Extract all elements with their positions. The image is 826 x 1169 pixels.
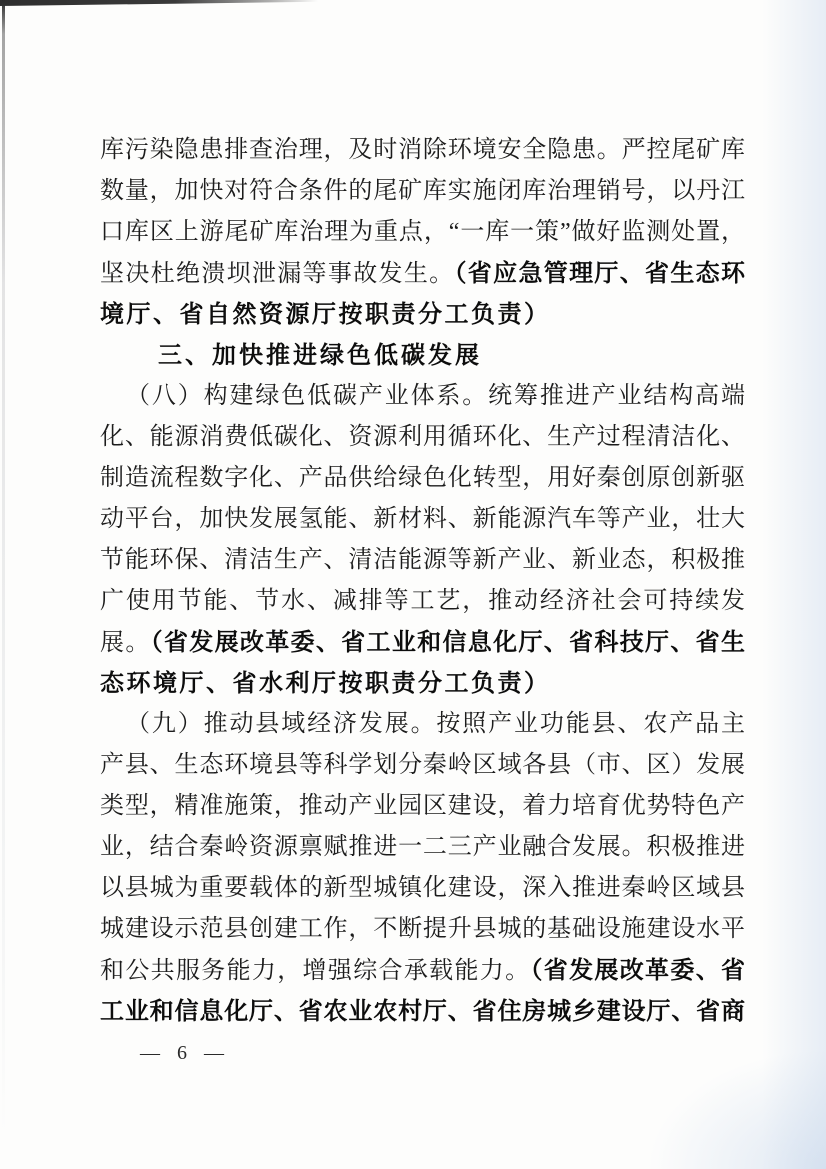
text-run: 节能环保、清洁生产、清洁能源等新产业、新业态，积极推 — [100, 547, 745, 573]
scan-edge-top-line — [0, 0, 318, 6]
text-line — [100, 130, 745, 171]
text-run: 以县城为重要载体的新型城镇化建设，深入推进秦岭区域县 — [100, 875, 745, 901]
text-run: 动平台，加快发展氢能、新材料、新能源汽车等产业，壮大 — [100, 506, 745, 532]
text-line — [100, 786, 745, 827]
text-run: 城建设示范县创建工作，不断提升县城的基础设施建设水平 — [100, 916, 745, 942]
text-line — [100, 827, 745, 868]
text-run-bold: 境厅、省自然资源厅按职责分工负责） — [100, 301, 551, 328]
page-number: — 6 — — [140, 1042, 230, 1064]
text-run-bold: 工业和信息化厅、省农业农村厅、省住房城乡建设厅、省商 — [100, 998, 745, 1025]
text-line — [100, 745, 745, 786]
text-run-bold: （省发展改革委、省工业和信息化厅、省科技厅、省生 — [150, 629, 745, 656]
text-line — [100, 376, 745, 417]
text-run: 广使用节能、节水、减排等工艺，推动经济社会可持续发 — [100, 588, 745, 614]
text-run: 口库区上游尾矿库治理为重点，“一库一策”做好监测处置， — [100, 219, 745, 245]
text-line — [100, 991, 745, 1032]
text-line — [100, 868, 745, 909]
text-line — [100, 458, 745, 499]
text-run: 化、能源消费低碳化、资源利用循环化、生产过程清洁化、 — [100, 424, 745, 450]
scan-shadow-right — [762, 0, 826, 1169]
text-line — [100, 581, 745, 622]
text-run: 展。 — [100, 630, 151, 656]
text-line — [100, 663, 745, 704]
text-run-bold: 三、加快推进绿色低碳发展 — [158, 342, 482, 369]
scan-edge-left-line — [2, 0, 5, 1135]
text-run: 产县、生态环境县等科学划分秦岭区域各县（市、区）发展 — [100, 752, 745, 778]
text-block — [100, 130, 745, 1032]
text-run: （八）构建绿色低碳产业体系。统筹推进产业结构高端 — [126, 383, 745, 409]
text-line — [100, 212, 745, 253]
text-run: 库污染隐患排查治理，及时消除环境安全隐患。严控尾矿库 — [100, 137, 745, 163]
section-heading — [100, 335, 745, 376]
text-line — [100, 950, 745, 991]
text-line — [100, 704, 745, 745]
text-run: 和公共服务能力，增强综合承载能力。 — [100, 958, 531, 984]
text-run-bold: 态环境厅、省水利厅按职责分工负责） — [100, 670, 551, 697]
text-run: 类型，精准施策，推动产业园区建设，着力培育优势特色产 — [100, 793, 745, 819]
text-run: 数量，加快对符合条件的尾矿库实施闭库治理销号，以丹江 — [100, 178, 745, 204]
text-line — [100, 540, 745, 581]
text-line — [100, 253, 745, 294]
text-run: 业，结合秦岭资源禀赋推进一二三产业融合发展。积极推进 — [100, 834, 745, 860]
scan-shadow-bottom-right — [646, 1049, 826, 1169]
text-run: （九）推动县域经济发展。按照产业功能县、农产品主 — [126, 711, 745, 737]
text-run: 制造流程数字化、产品供给绿色化转型，用好秦创原创新驱 — [100, 465, 745, 491]
text-run: 坚决杜绝溃坝泄漏等事故发生。 — [100, 261, 455, 287]
text-line — [100, 417, 745, 458]
text-run-bold: （省发展改革委、省 — [530, 957, 746, 984]
text-line — [100, 622, 745, 663]
text-line — [100, 909, 745, 950]
text-line — [100, 171, 745, 212]
text-line — [100, 499, 745, 540]
text-run-bold: （省应急管理厅、省生态环 — [454, 260, 746, 287]
text-line — [100, 294, 745, 335]
